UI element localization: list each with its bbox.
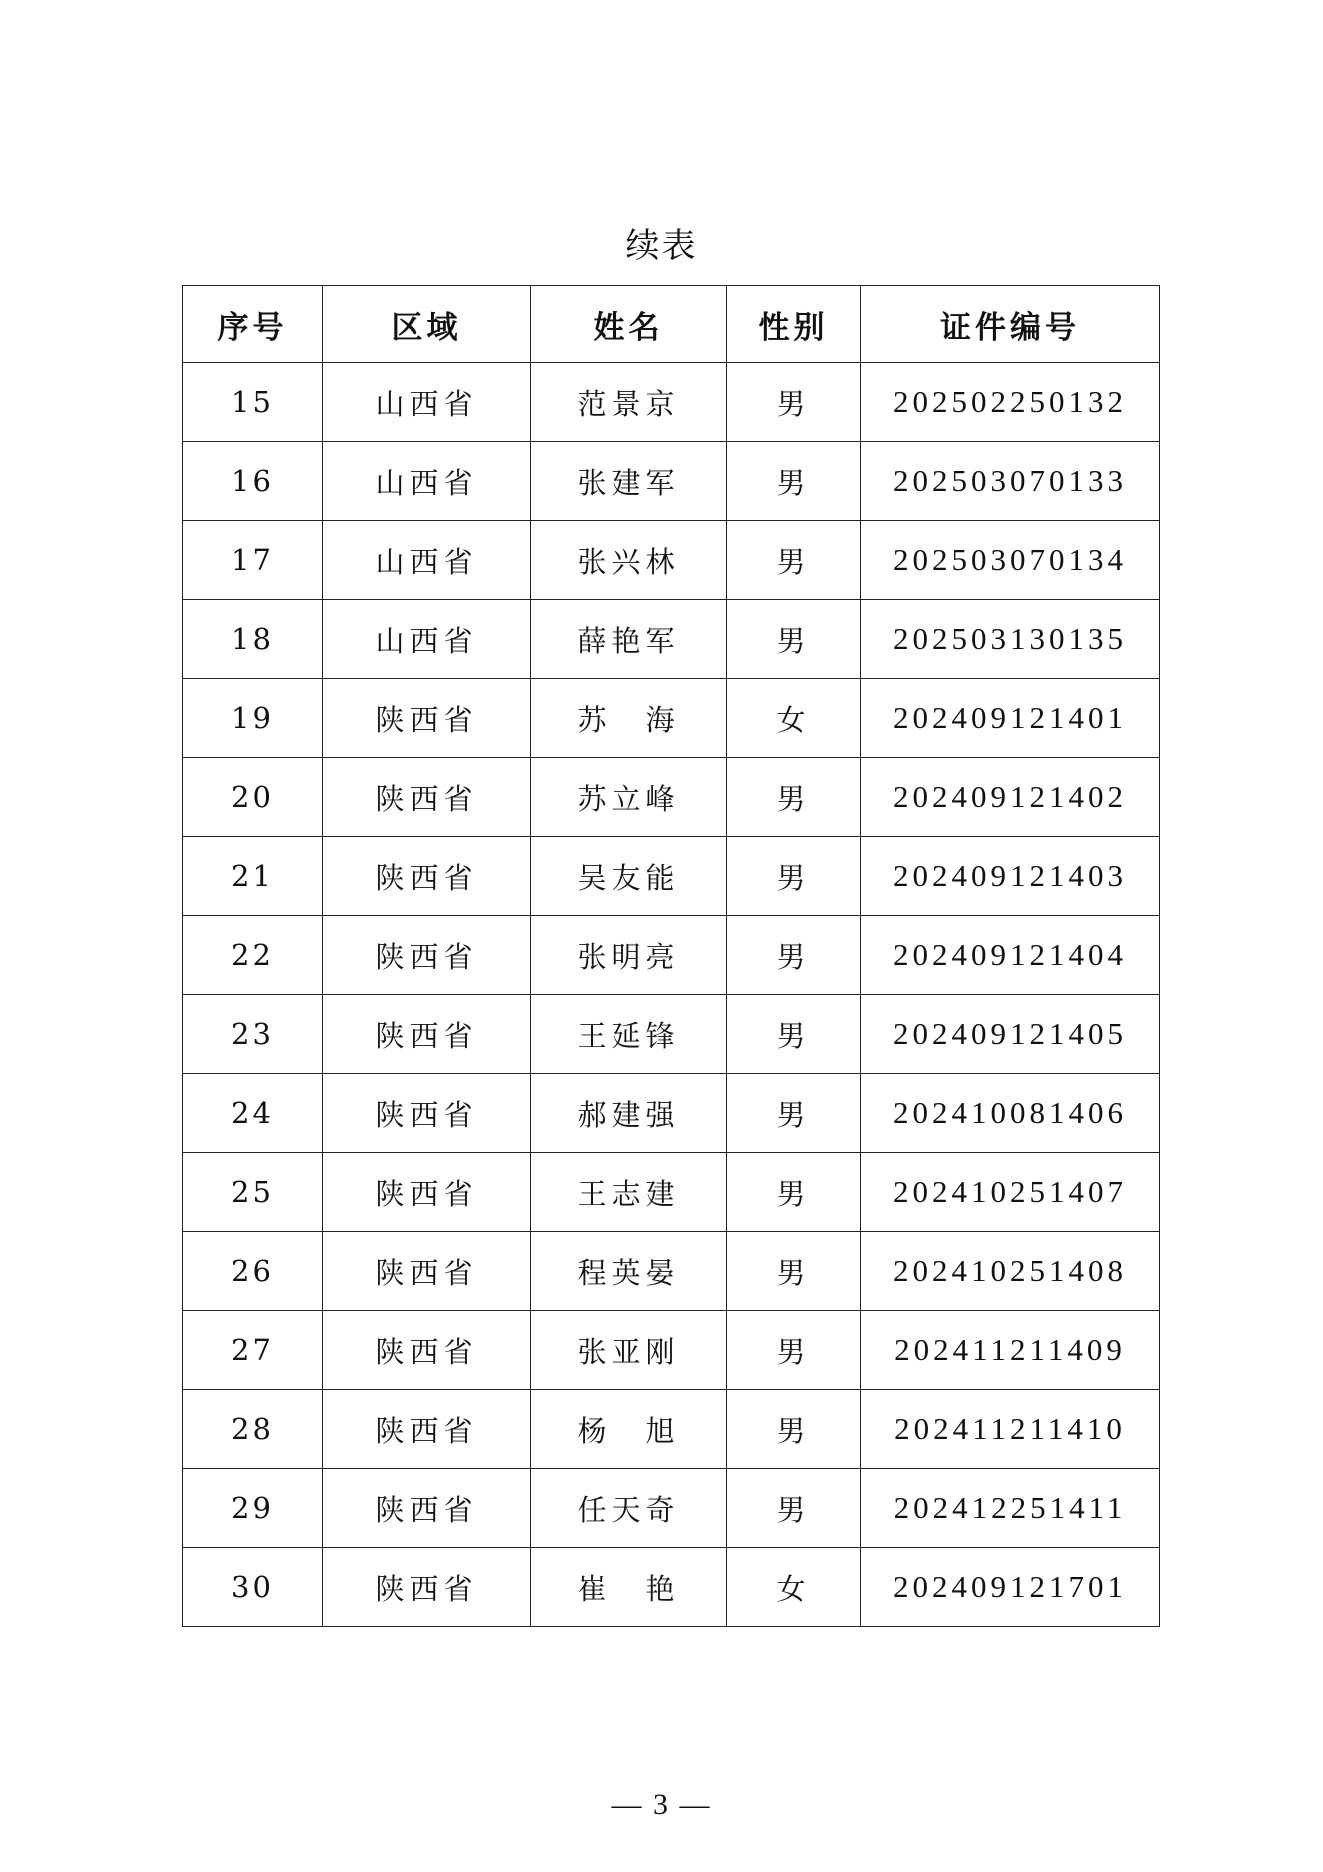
cell-id-number: 202410081406 <box>861 1074 1160 1153</box>
cell-name: 程英晏 <box>531 1232 727 1311</box>
cell-gender: 男 <box>727 916 861 995</box>
cell-name: 崔 艳 <box>531 1548 727 1627</box>
cell-region: 山西省 <box>323 442 531 521</box>
cell-serial: 19 <box>183 679 323 758</box>
cell-name: 王志建 <box>531 1153 727 1232</box>
header-id-number: 证件编号 <box>861 286 1160 363</box>
cell-gender: 男 <box>727 521 861 600</box>
cell-name: 王延锋 <box>531 995 727 1074</box>
cell-id-number: 202410251408 <box>861 1232 1160 1311</box>
cell-gender: 男 <box>727 837 861 916</box>
cell-name: 张亚刚 <box>531 1311 727 1390</box>
cell-serial: 18 <box>183 600 323 679</box>
roster-table <box>182 285 1160 1627</box>
cell-region: 陕西省 <box>323 1153 531 1232</box>
cell-serial: 17 <box>183 521 323 600</box>
cell-id-number: 202409121402 <box>861 758 1160 837</box>
cell-id-number: 202411211409 <box>861 1311 1160 1390</box>
table-row <box>183 1153 1160 1232</box>
table-row <box>183 1469 1160 1548</box>
cell-gender: 男 <box>727 1153 861 1232</box>
cell-region: 山西省 <box>323 600 531 679</box>
table-row <box>183 679 1160 758</box>
table-row <box>183 600 1160 679</box>
cell-id-number: 202409121404 <box>861 916 1160 995</box>
cell-name: 任天奇 <box>531 1469 727 1548</box>
cell-id-number: 202409121401 <box>861 679 1160 758</box>
cell-region: 陕西省 <box>323 1548 531 1627</box>
table-row <box>183 1074 1160 1153</box>
cell-gender: 男 <box>727 1232 861 1311</box>
table-row <box>183 837 1160 916</box>
page-number: — 3 — <box>611 1788 712 1821</box>
cell-id-number: 202409121405 <box>861 995 1160 1074</box>
table-row <box>183 916 1160 995</box>
cell-region: 陕西省 <box>323 995 531 1074</box>
cell-serial: 27 <box>183 1311 323 1390</box>
cell-name: 张兴林 <box>531 521 727 600</box>
cell-serial: 15 <box>183 363 323 442</box>
cell-serial: 30 <box>183 1548 323 1627</box>
cell-gender: 男 <box>727 995 861 1074</box>
cell-region: 陕西省 <box>323 837 531 916</box>
cell-id-number: 202409121403 <box>861 837 1160 916</box>
cell-gender: 女 <box>727 1548 861 1627</box>
cell-serial: 20 <box>183 758 323 837</box>
cell-gender: 男 <box>727 1074 861 1153</box>
cell-serial: 25 <box>183 1153 323 1232</box>
cell-gender: 男 <box>727 600 861 679</box>
cell-gender: 男 <box>727 758 861 837</box>
cell-serial: 23 <box>183 995 323 1074</box>
cell-region: 陕西省 <box>323 1232 531 1311</box>
table-row <box>183 758 1160 837</box>
cell-gender: 男 <box>727 363 861 442</box>
cell-region: 陕西省 <box>323 1469 531 1548</box>
table-row <box>183 521 1160 600</box>
cell-serial: 21 <box>183 837 323 916</box>
header-gender: 性别 <box>727 286 861 363</box>
document-title: 续表 <box>625 226 698 266</box>
cell-serial: 26 <box>183 1232 323 1311</box>
cell-serial: 22 <box>183 916 323 995</box>
table-header-row <box>183 286 1160 363</box>
header-name: 姓名 <box>531 286 727 363</box>
cell-region: 山西省 <box>323 363 531 442</box>
cell-id-number: 202411211410 <box>861 1390 1160 1469</box>
cell-serial: 16 <box>183 442 323 521</box>
cell-region: 陕西省 <box>323 1311 531 1390</box>
cell-id-number: 202503070133 <box>861 442 1160 521</box>
table-row <box>183 1548 1160 1627</box>
cell-name: 杨 旭 <box>531 1390 727 1469</box>
cell-region: 陕西省 <box>323 1074 531 1153</box>
cell-id-number: 202503070134 <box>861 521 1160 600</box>
cell-name: 郝建强 <box>531 1074 727 1153</box>
header-region: 区域 <box>323 286 531 363</box>
cell-name: 范景京 <box>531 363 727 442</box>
cell-region: 陕西省 <box>323 1390 531 1469</box>
cell-region: 山西省 <box>323 521 531 600</box>
cell-name: 张明亮 <box>531 916 727 995</box>
table-row <box>183 442 1160 521</box>
cell-id-number: 202409121701 <box>861 1548 1160 1627</box>
cell-serial: 29 <box>183 1469 323 1548</box>
cell-gender: 女 <box>727 679 861 758</box>
cell-name: 薛艳军 <box>531 600 727 679</box>
cell-id-number: 202410251407 <box>861 1153 1160 1232</box>
table-row <box>183 1311 1160 1390</box>
table-row <box>183 995 1160 1074</box>
cell-name: 吴友能 <box>531 837 727 916</box>
cell-serial: 24 <box>183 1074 323 1153</box>
cell-serial: 28 <box>183 1390 323 1469</box>
cell-gender: 男 <box>727 1390 861 1469</box>
cell-gender: 男 <box>727 1311 861 1390</box>
cell-region: 陕西省 <box>323 916 531 995</box>
cell-gender: 男 <box>727 442 861 521</box>
cell-id-number: 202502250132 <box>861 363 1160 442</box>
cell-name: 苏立峰 <box>531 758 727 837</box>
cell-name: 苏 海 <box>531 679 727 758</box>
cell-id-number: 202503130135 <box>861 600 1160 679</box>
cell-name: 张建军 <box>531 442 727 521</box>
cell-region: 陕西省 <box>323 758 531 837</box>
header-serial: 序号 <box>183 286 323 363</box>
cell-id-number: 202412251411 <box>861 1469 1160 1548</box>
table-row <box>183 363 1160 442</box>
table-row <box>183 1390 1160 1469</box>
cell-gender: 男 <box>727 1469 861 1548</box>
cell-region: 陕西省 <box>323 679 531 758</box>
table-row <box>183 1232 1160 1311</box>
